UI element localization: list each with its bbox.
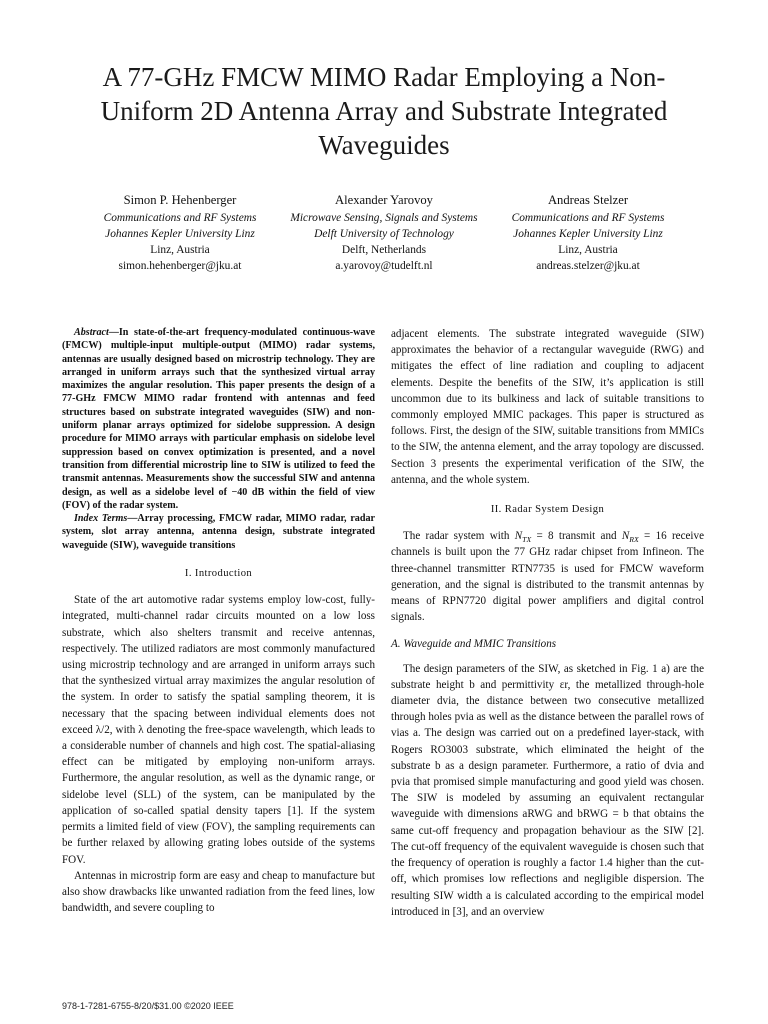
- ntx-symbol: [514, 530, 532, 545]
- nrx-subscript: RX: [629, 535, 639, 545]
- ntx-subscript: TX: [522, 535, 532, 545]
- author-name: Andreas Stelzer: [547, 193, 629, 207]
- abstract-text: —In state-of-the-art frequency-modulated continuous-wave (FMCW) multiple-input multiple-output (MIMO) radar systems, antennas are usually designed based on microstrip technology. They are arranged in uniform arrays such that the synthesized virtual array maximizes the angular resolution. This paper presents the design of a 77-GHz FMCW MIMO radar frontend with antennas and feed structures based on substrate integrated waveguides (SIW) and non-uniform planar arrays optimized for sidelobe suppression. A design procedure for MIMO arrays with particular emphasis on sidelobe level suppression based on convex optimization is presented, and a novel transition from differential microstrip line to SIW is utilized to feed the transmit antennas. Measurements show the successful SIW and antenna design, as well as a sidelobe level of −40 dB within the field of view (FOV) of the radar system.: [62, 327, 375, 511]
- author-city: Linz, Austria: [558, 244, 618, 256]
- author-org: Delft University of Technology: [314, 228, 454, 240]
- author-dept: Communications and RF Systems: [511, 212, 665, 224]
- author-name: Alexander Yarovoy: [335, 193, 433, 207]
- author-name: Simon P. Hehenberger: [123, 193, 237, 207]
- text-run: The radar system with: [403, 530, 515, 543]
- author-email: a.yarovoy@tudelft.nl: [335, 260, 433, 272]
- waveguide-paragraph: The design parameters of the SIW, as sketched in Fig. 1 a) are the substrate height b and permittivity εr, the metallized through-hole diameter dvia, the distance between two consecutive metallized through holes pvia as well as the distance between the parallel rows of vias a. The design was carried out on a predefined layer-stack, with Rogers RO3003 substrate, which eliminated the height of the substrate b as a design parameter. Furthermore, a ratio of dvia and pvia that promised simple manufacturing and good yield was chosen. The SIW is modeled by assuming an equivalent rectangular waveguide with dimensions aRWG and bRWG = b that obtains the same cut-off frequency and propagation behaviour as the SIW [2]. The cut-off frequency of the equivalent waveguide is chosen such that the frequency of operation is roughly a factor 1.4 higher than the cut-off, which promises low reflections and negligible dispersion. The resulting SIW width a is calculated according to the empirical model introduced in [3], and an overview: [391, 662, 704, 918]
- paper-title: A 77-GHz FMCW MIMO Radar Employing a Non-Uniform 2D Antenna Array and Substrate Integrated Waveguides: [100, 62, 668, 160]
- abstract-label: Abstract: [74, 327, 109, 338]
- index-terms-text: —Array processing, FMCW radar, MIMO radar, radar system, slot array antenna, antenna design, substrate integrated waveguide (SIW), waveguide transitions: [62, 513, 375, 551]
- abstract-paragraph: [62, 326, 375, 512]
- text-run: = 16 receive channels is built upon the 77 GHz radar chipset from Infineon. The three-channel transmitter RTN7735 is used for FMCW waveform generation, and the signal is distributed to the transmit antennas by means of RPN7720 digital power amplifiers and digital control signals.: [391, 530, 704, 624]
- author-city: Delft, Netherlands: [341, 244, 427, 256]
- author-email: simon.hehenberger@jku.at: [118, 260, 242, 272]
- index-terms-label: Index Terms: [74, 513, 128, 525]
- author-org: Johannes Kepler University Linz: [105, 228, 255, 240]
- author-block: [70, 192, 698, 278]
- index-terms: [62, 512, 375, 552]
- ntx-letter: N: [514, 530, 523, 543]
- copyright-footer: 978-1-7281-6755-8/20/$31.00 ©2020 IEEE: [62, 1001, 234, 1011]
- radar-system-paragraph: [391, 528, 704, 625]
- author-1: [70, 192, 290, 274]
- text-run: = 8 transmit and: [531, 530, 622, 543]
- author-2: [274, 192, 494, 274]
- author-org: Johannes Kepler University Linz: [513, 228, 663, 240]
- left-column: [62, 326, 375, 916]
- section-heading-introduction: I. Introduction: [184, 568, 253, 580]
- author-city: Linz, Austria: [150, 244, 210, 256]
- author-3: [478, 192, 698, 274]
- right-column: [391, 326, 704, 920]
- section-heading-radar-system-design: II. Radar System Design: [490, 504, 605, 516]
- abstract: [62, 326, 375, 552]
- author-dept: Communications and RF Systems: [103, 212, 257, 224]
- nrx-letter: N: [621, 530, 630, 543]
- subsection-heading-waveguide: A. Waveguide and MMIC Transitions: [391, 638, 557, 651]
- intro-paragraph-1: State of the art automotive radar systems employ low-cost, fully-integrated, multi-channel radar circuits mounted on a low loss substrate, which also shelters transmit and receive antennas, respectively. The utilized radiators are most commonly manufactured using microstrip technology and are arranged in uniform arrays such that the synthesized virtual array maximizes the angular resolution of the system. In order to satisfy the spatial sampling theorem, it is necessary that the spacing between individual elements does not exceed λ/2, with λ denoting the free-space wavelength, which leads to a considerable number of channels and high cost. The spatial-aliasing effect can be mitigated by employing non-uniform arrays. Furthermore, the angular resolution, as well as the dynamic range, or sidelobe level (SLL) of the system, can be manipulated by the application of so-called spatial density tapers [1]. If the system permits a limited field of view (FOV), the sampling requirements can be further relaxed by allowing grating lobes outside of the systems FOV.: [62, 594, 375, 866]
- author-email: andreas.stelzer@jku.at: [536, 260, 640, 272]
- intro-paragraph-2: Antennas in microstrip form are easy and cheap to manufacture but also show drawbacks like unwanted radiation from the feed lines, low bandwidth, and severe coupling to: [62, 869, 375, 915]
- author-dept: Microwave Sensing, Signals and Systems: [290, 212, 478, 224]
- intro-paragraph-continued: adjacent elements. The substrate integrated waveguide (SIW) approximates the behavior of a rectangular waveguide (RWG) and mitigates the effect of line radiation and coupling to adjacent elements. Despite the benefits of the SIW, it’s application is still uncommon due to its bulkiness and lack of suitable transitions to commonly employed MMIC packages. This paper is structured as follows. First, the design of the SIW, suitable transitions from MMICs to the SIW, the antenna element, and the array topology are discussed. Section 3 presents the experimental verification of the SIW, the antenna, and the whole system.: [391, 328, 704, 486]
- nrx-symbol: [621, 530, 639, 545]
